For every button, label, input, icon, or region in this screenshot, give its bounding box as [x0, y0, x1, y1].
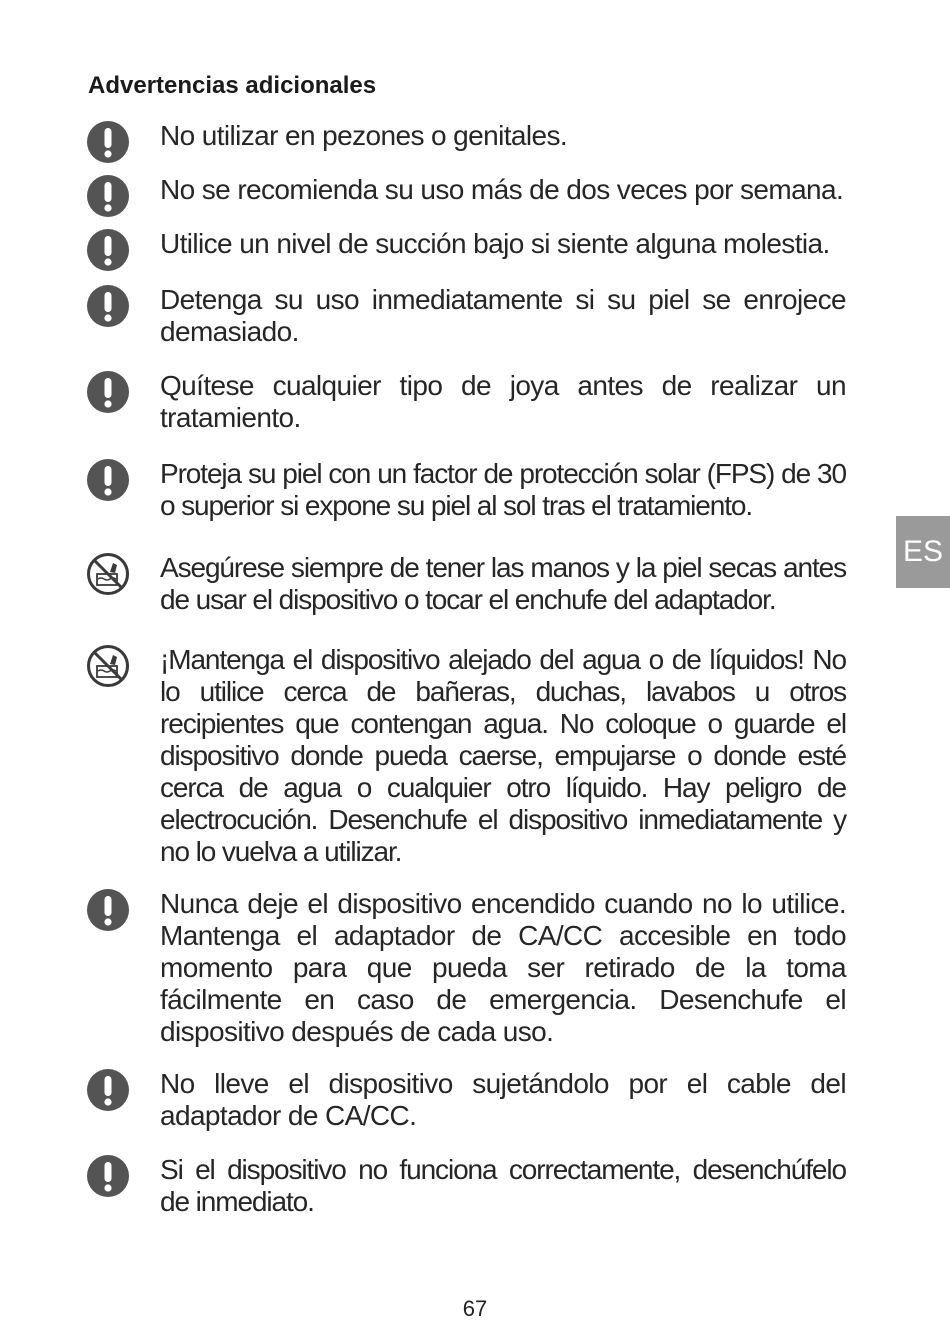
- section-heading: Advertencias adicionales: [88, 72, 377, 99]
- exclamation-icon: [86, 228, 130, 272]
- exclamation-icon: [86, 284, 130, 328]
- warning-text: No lleve el dispositivo sujetándolo por el cable del adaptador de CA/CC.: [160, 1068, 846, 1131]
- warning-text: Detenga su uso inmediatamente si su piel se enrojece demasiado.: [160, 284, 846, 347]
- exclamation-icon: [86, 888, 130, 932]
- warning-text: ¡Mantenga el dispositivo alejado del agua o de líquidos! No lo utilice cerca de bañeras, duchas, lavabos u otros recipientes que contengan agua. No coloque o guarde el dispositivo donde pueda caerse, empujarse o donde esté cerca de agua o cualquier otro líquido. Hay peligro de electrocución. Desenchufe el dispositivo inmediatamente y no lo vuelva a utilizar.: [160, 644, 846, 867]
- warning-text: Asegúrese siempre de tener las manos y la piel secas antes de usar el dispositivo o tocar el enchufe del adaptador.: [160, 552, 846, 615]
- exclamation-icon: [86, 174, 130, 218]
- warning-text: No utilizar en pezones o genitales.: [160, 120, 568, 151]
- language-tab: ES: [896, 516, 950, 588]
- page-number: 67: [462, 1296, 488, 1321]
- warning-text: Nunca deje el dispositivo encendido cuando no lo utilice. Mantenga el adaptador de CA/CC accesible en todo momento para que pueda ser retirado de la toma fácilmente en caso de emergencia. Desenchufe el dispositivo después de cada uso.: [160, 888, 846, 1047]
- warning-text: Quítese cualquier tipo de joya antes de realizar un tratamiento.: [160, 370, 846, 433]
- no-water-icon: [86, 644, 130, 688]
- warning-text: Proteja su piel con un factor de protección solar (FPS) de 30 o superior si expone su piel al sol tras el tratamiento.: [160, 458, 846, 521]
- exclamation-icon: [86, 120, 130, 164]
- exclamation-icon: [86, 370, 130, 414]
- warning-text: No se recomienda su uso más de dos veces por semana.: [160, 174, 844, 205]
- no-water-icon: [86, 552, 130, 596]
- exclamation-icon: [86, 1154, 130, 1198]
- exclamation-icon: [86, 1068, 130, 1112]
- exclamation-icon: [86, 458, 130, 502]
- warning-text: Utilice un nivel de succión bajo si siente alguna molestia.: [160, 228, 830, 259]
- warning-text: Si el dispositivo no funciona correctamente, desenchúfelo de inmediato.: [160, 1154, 846, 1217]
